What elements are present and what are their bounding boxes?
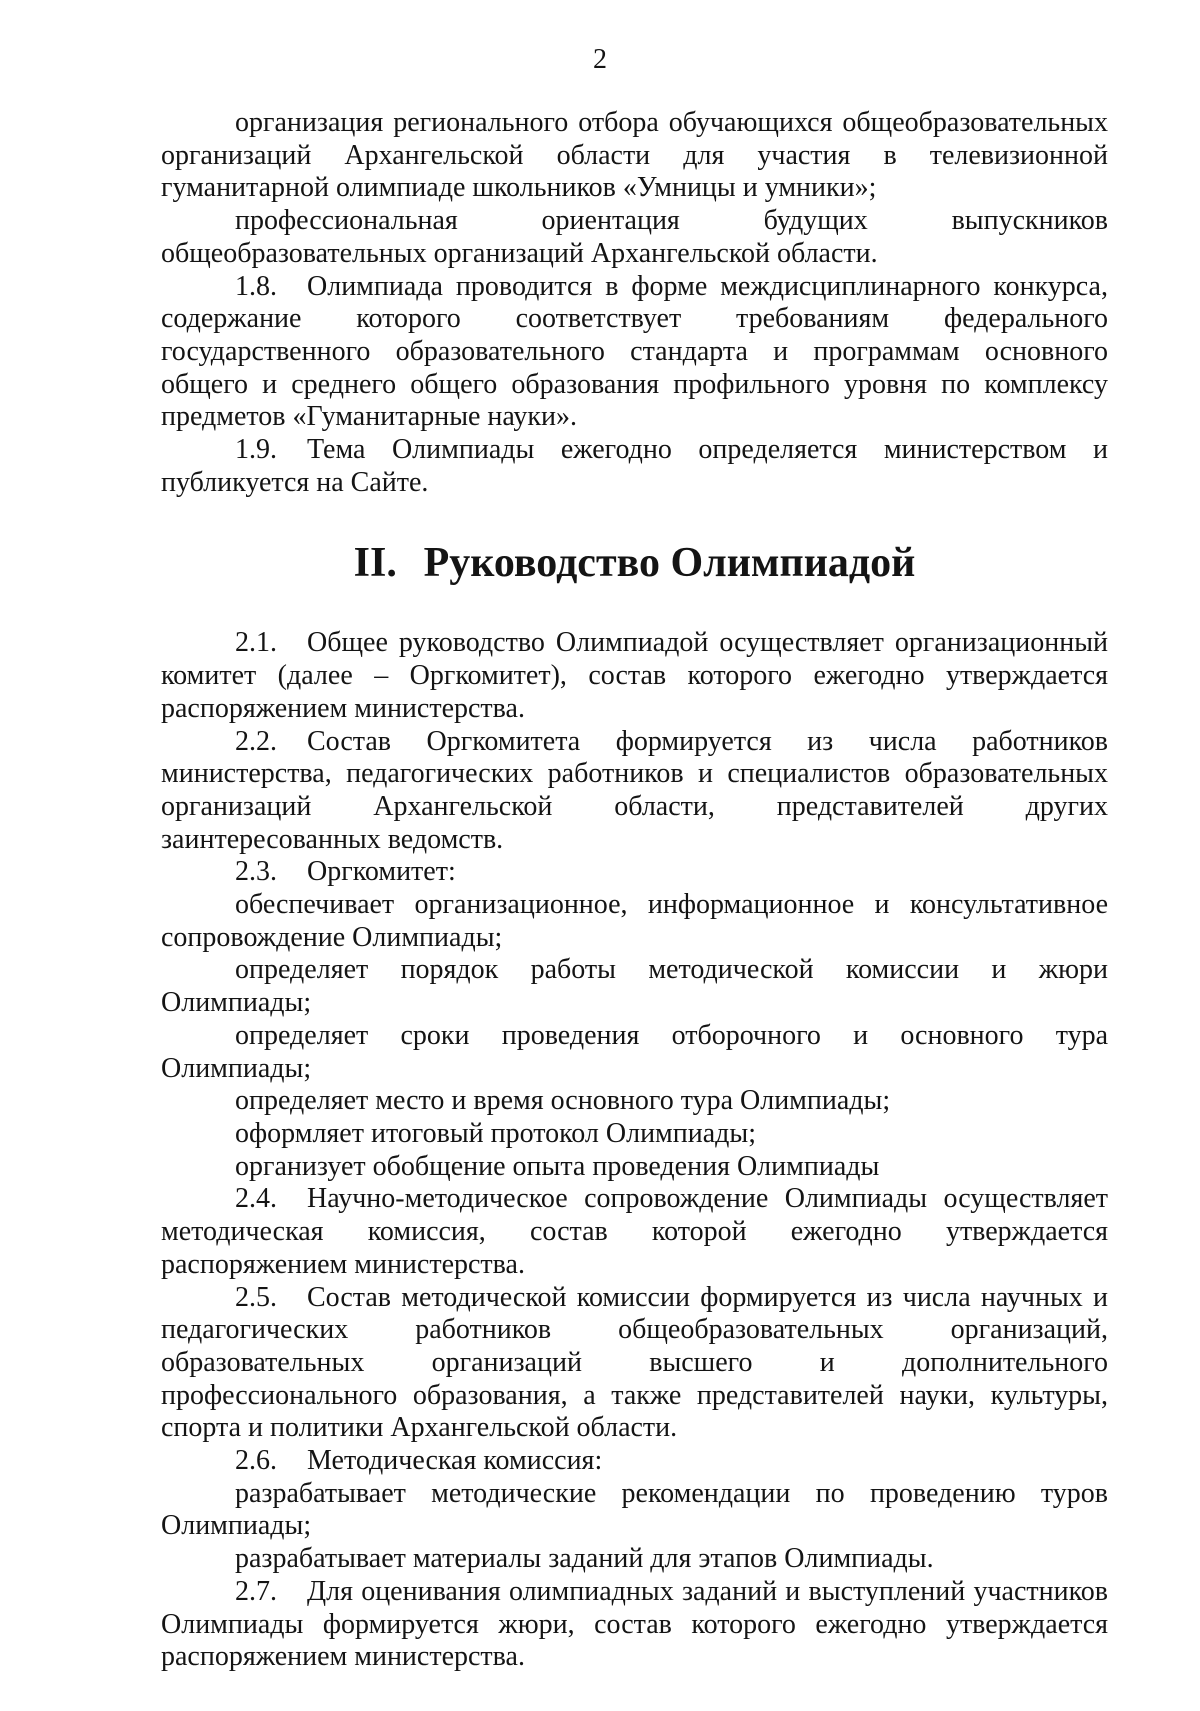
paragraph <box>161 434 1108 499</box>
paragraph <box>161 107 1108 205</box>
paragraph-text: организация регионального отбора обучающихся общеобразовательных организаций Архангельской области для участия в телевизионной гуманитарной олимпиаде школьников «Умницы и умники»; <box>161 107 1108 204</box>
paragraph <box>161 1478 1108 1543</box>
paragraph-text: Олимпиада проводится в форме междисциплинарного конкурса, содержание которого соответствует требованиям федерального государственного образовательного стандарта и программам основного общего и среднего общего образования профильного уровня по комплексу предметов «Гуманитарные науки». <box>161 270 1108 433</box>
paragraphs-top <box>161 107 1108 499</box>
paragraph <box>161 1020 1108 1085</box>
paragraph-number: 2.5. <box>235 1281 277 1313</box>
paragraph <box>161 889 1108 954</box>
paragraph-text: разрабатывает материалы заданий для этапов Олимпиады. <box>235 1543 934 1575</box>
paragraph-text: Общее руководство Олимпиадой осуществляет организационный комитет (далее – Оргкомитет), состав которого ежегодно утверждается распоряжением министерства. <box>161 627 1108 724</box>
paragraph-text: Методическая комиссия: <box>307 1445 603 1477</box>
paragraph <box>161 1085 1108 1118</box>
paragraph <box>161 954 1108 1019</box>
paragraph <box>161 1282 1108 1446</box>
paragraph-text: Тема Олимпиады ежегодно определяется министерством и публикуется на Сайте. <box>161 434 1108 498</box>
paragraph-number: 2.6. <box>235 1445 277 1477</box>
paragraph-text: профессиональная ориентация будущих выпускников общеобразовательных организаций Архангельской области. <box>161 205 1108 269</box>
spacer <box>161 499 1108 532</box>
paragraph <box>161 1445 1108 1478</box>
paragraph <box>161 856 1108 889</box>
paragraph-number: 1.9. <box>235 434 277 466</box>
paragraph <box>161 726 1108 857</box>
paragraph <box>161 1543 1108 1576</box>
paragraph-text: организует обобщение опыта проведения Олимпиады <box>235 1150 880 1182</box>
paragraph-text: обеспечивает организационное, информационное и консультативное сопровождение Олимпиады; <box>161 889 1108 953</box>
paragraph-number: 2.2. <box>235 725 277 757</box>
paragraph <box>161 1183 1108 1281</box>
paragraph <box>161 1118 1108 1151</box>
paragraph-text: Для оценивания олимпиадных заданий и выступлений участников Олимпиады формируется жюри, состав которого ежегодно утверждается распоряжением министерства. <box>161 1575 1108 1673</box>
paragraph-text: определяет порядок работы методической комиссии и жюри Олимпиады; <box>161 954 1108 1019</box>
paragraph-number: 2.3. <box>235 856 277 888</box>
section-number: II. <box>353 540 397 587</box>
paragraph-number: 2.7. <box>235 1575 277 1607</box>
paragraph-number: 2.1. <box>235 627 277 659</box>
page-number: 2 <box>593 44 607 75</box>
section-heading <box>161 532 1108 594</box>
paragraph-text: разрабатывает методические рекомендации по проведению туров Олимпиады; <box>161 1477 1108 1542</box>
paragraph-number: 1.8. <box>235 270 277 302</box>
paragraphs-bottom <box>161 627 1108 1674</box>
paragraph <box>161 1576 1108 1674</box>
paragraph <box>161 1151 1108 1184</box>
section-title: Руководство Олимпиадой <box>423 540 916 587</box>
paragraph-text: Научно-методическое сопровождение Олимпиады осуществляет методическая комиссия, состав которой ежегодно утверждается распоряжением министерства. <box>161 1183 1108 1280</box>
paragraph <box>161 205 1108 270</box>
paragraph-text: оформляет итоговый протокол Олимпиады; <box>235 1117 757 1149</box>
spacer <box>161 594 1108 627</box>
document-body <box>161 0 1108 1674</box>
paragraph-text: определяет сроки проведения отборочного и основного тура Олимпиады; <box>161 1019 1108 1084</box>
paragraph-text: определяет место и время основного тура Олимпиады; <box>235 1085 891 1117</box>
paragraph <box>161 271 1108 435</box>
paragraph-number: 2.4. <box>235 1183 277 1215</box>
paragraph-text: Состав Оргкомитета формируется из числа работников министерства, педагогических работников и специалистов образовательных организаций Архангельской области, представителей других заинтересованных ведомств. <box>161 725 1108 855</box>
paragraph-text: Оргкомитет: <box>307 856 456 888</box>
paragraph-text: Состав методической комиссии формируется из числа научных и педагогических работников общеобразовательных организаций, образовательных организаций высшего и дополнительного профессионального образования, а также представителей науки, культуры, спорта и политики Архангельской области. <box>161 1281 1108 1444</box>
paragraph <box>161 627 1108 725</box>
